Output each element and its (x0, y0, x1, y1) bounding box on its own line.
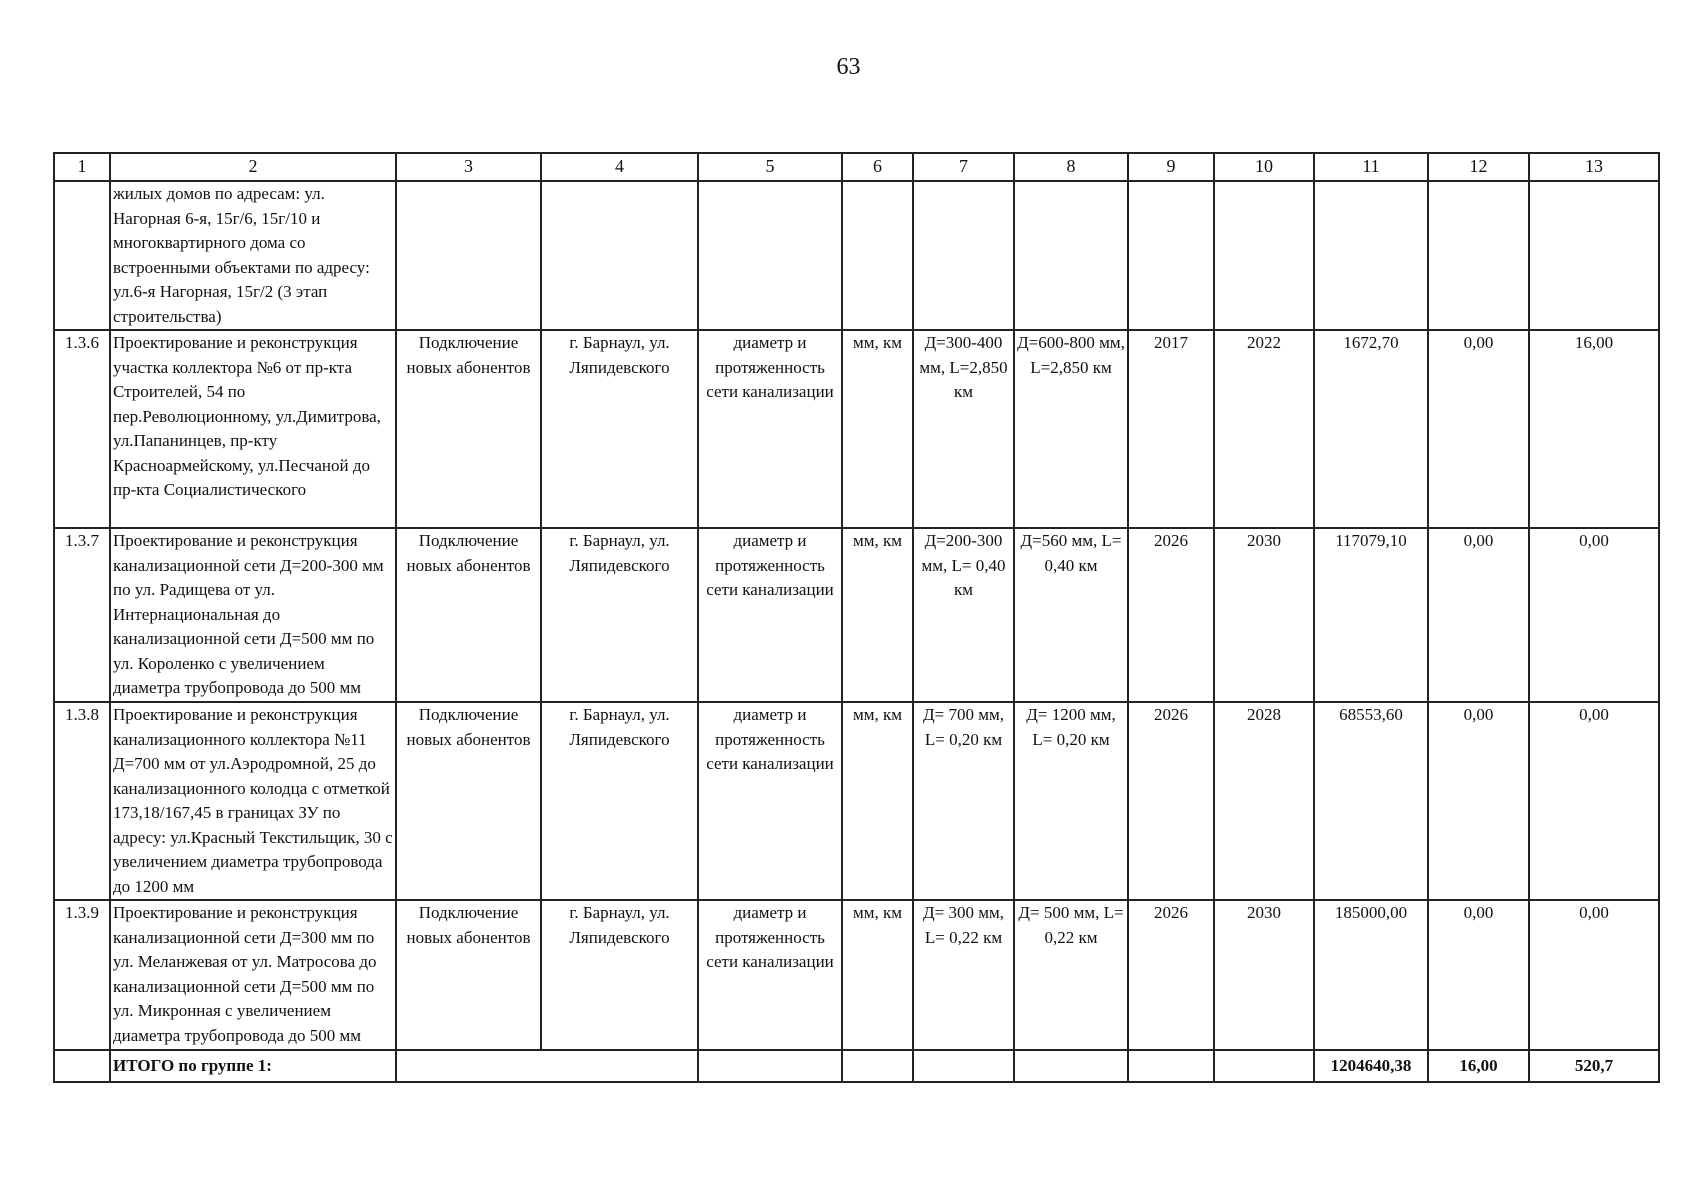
row-number (54, 181, 110, 330)
value-after: Д=560 мм, L= 0,40 км (1014, 528, 1128, 702)
column-header: 5 (698, 153, 842, 181)
measure-location: г. Барнаул, ул. Ляпидевского (541, 702, 698, 900)
total-empty-cell (1014, 1050, 1128, 1082)
value-before (913, 181, 1014, 330)
total-empty-cell (396, 1050, 698, 1082)
measure-location (541, 181, 698, 330)
end-year: 2030 (1214, 900, 1314, 1050)
measure-name: Проектирование и реконструкция канализационного коллектора №11 Д=700 мм от ул.Аэродромной, 25 до канализационного колодца с отметкой 173,18/167,45 в границах ЗУ по адресу: ул.Красный Текстильщик, 30 с увеличением диаметра трубопровода до 1200 мм (110, 702, 396, 900)
measure-name: Проектирование и реконструкция канализационной сети Д=200-300 мм по ул. Радищева от ул. Интернациональная до канализационной сети Д=500 мм по ул. Короленко с увеличением диаметра трубопровода до 500 мм (110, 528, 396, 702)
start-year: 2017 (1128, 330, 1214, 528)
cost-total: 185000,00 (1314, 900, 1428, 1050)
units (842, 181, 913, 330)
total-empty-cell (1128, 1050, 1214, 1082)
technical-parameters: диаметр и протяженность сети канализации (698, 900, 842, 1050)
cost-col-13 (1529, 181, 1659, 330)
end-year: 2022 (1214, 330, 1314, 528)
technical-parameters (698, 181, 842, 330)
column-header: 10 (1214, 153, 1314, 181)
column-header: 6 (842, 153, 913, 181)
table-row (54, 528, 1659, 702)
measure-location: г. Барнаул, ул. Ляпидевского (541, 900, 698, 1050)
cost-col-13: 0,00 (1529, 702, 1659, 900)
table-row (54, 900, 1659, 1050)
measure-location: г. Барнаул, ул. Ляпидевского (541, 528, 698, 702)
value-before: Д= 700 мм, L= 0,20 км (913, 702, 1014, 900)
column-header: 1 (54, 153, 110, 181)
total-col-12: 16,00 (1428, 1050, 1529, 1082)
start-year (1128, 181, 1214, 330)
start-year: 2026 (1128, 528, 1214, 702)
total-empty-cell (913, 1050, 1014, 1082)
cost-total: 117079,10 (1314, 528, 1428, 702)
total-empty-cell (698, 1050, 842, 1082)
cost-total: 1672,70 (1314, 330, 1428, 528)
total-cost: 1204640,38 (1314, 1050, 1428, 1082)
cost-col-13: 0,00 (1529, 900, 1659, 1050)
column-header: 12 (1428, 153, 1529, 181)
end-year: 2030 (1214, 528, 1314, 702)
value-before: Д=200-300 мм, L= 0,40 км (913, 528, 1014, 702)
end-year: 2028 (1214, 702, 1314, 900)
cost-col-12: 0,00 (1428, 528, 1529, 702)
table-row (54, 181, 1659, 330)
cost-col-12: 0,00 (1428, 702, 1529, 900)
measure-name: Проектирование и реконструкция участка коллектора №6 от пр-кта Строителей, 54 по пер.Революционному, ул.Димитрова, ул.Папанинцев, пр-кту Красноармейскому, ул.Песчаной до пр-кта Социалистического (110, 330, 396, 528)
total-empty-cell (1214, 1050, 1314, 1082)
total-col-13: 520,7 (1529, 1050, 1659, 1082)
measure-name: жилых домов по адресам: ул. Нагорная 6-я, 15г/6, 15г/10 и многоквартирного дома со встроенными объектами по адресу: ул.6-я Нагорная, 15г/2 (3 этап строительства) (110, 181, 396, 330)
column-header: 4 (541, 153, 698, 181)
row-number: 1.3.9 (54, 900, 110, 1050)
measure-purpose: Подключение новых абонентов (396, 900, 541, 1050)
column-header: 13 (1529, 153, 1659, 181)
cost-total: 68553,60 (1314, 702, 1428, 900)
column-header: 8 (1014, 153, 1128, 181)
total-empty-cell (54, 1050, 110, 1082)
row-number: 1.3.7 (54, 528, 110, 702)
column-header: 3 (396, 153, 541, 181)
technical-parameters: диаметр и протяженность сети канализации (698, 330, 842, 528)
units: мм, км (842, 330, 913, 528)
cost-col-13: 0,00 (1529, 528, 1659, 702)
value-after: Д= 500 мм, L= 0,22 км (1014, 900, 1128, 1050)
row-number: 1.3.8 (54, 702, 110, 900)
cost-col-12 (1428, 181, 1529, 330)
page-number: 63 (836, 54, 861, 80)
column-header: 7 (913, 153, 1014, 181)
measure-purpose (396, 181, 541, 330)
start-year: 2026 (1128, 702, 1214, 900)
value-after: Д=600-800 мм, L=2,850 км (1014, 330, 1128, 528)
value-after: Д= 1200 мм, L= 0,20 км (1014, 702, 1128, 900)
measure-location: г. Барнаул, ул. Ляпидевского (541, 330, 698, 528)
value-before: Д=300-400 мм, L=2,850 км (913, 330, 1014, 528)
table-row (54, 330, 1659, 528)
cost-col-12: 0,00 (1428, 900, 1529, 1050)
units: мм, км (842, 528, 913, 702)
table-header-row (54, 153, 1659, 181)
measure-name: Проектирование и реконструкция канализационной сети Д=300 мм по ул. Меланжевая от ул. Матросова до канализационной сети Д=500 мм по ул. Микронная с увеличением диаметра трубопровода до 500 мм (110, 900, 396, 1050)
cost-total (1314, 181, 1428, 330)
technical-parameters: диаметр и протяженность сети канализации (698, 528, 842, 702)
column-header: 2 (110, 153, 396, 181)
investment-table (53, 152, 1660, 1083)
measure-purpose: Подключение новых абонентов (396, 330, 541, 528)
total-empty-cell (842, 1050, 913, 1082)
measure-purpose: Подключение новых абонентов (396, 528, 541, 702)
row-number: 1.3.6 (54, 330, 110, 528)
end-year (1214, 181, 1314, 330)
total-label: ИТОГО по группе 1: (110, 1050, 396, 1082)
measure-purpose: Подключение новых абонентов (396, 702, 541, 900)
cost-col-12: 0,00 (1428, 330, 1529, 528)
total-row (54, 1050, 1659, 1082)
cost-col-13: 16,00 (1529, 330, 1659, 528)
units: мм, км (842, 702, 913, 900)
table-row (54, 702, 1659, 900)
units: мм, км (842, 900, 913, 1050)
value-before: Д= 300 мм, L= 0,22 км (913, 900, 1014, 1050)
value-after (1014, 181, 1128, 330)
column-header: 9 (1128, 153, 1214, 181)
technical-parameters: диаметр и протяженность сети канализации (698, 702, 842, 900)
column-header: 11 (1314, 153, 1428, 181)
start-year: 2026 (1128, 900, 1214, 1050)
